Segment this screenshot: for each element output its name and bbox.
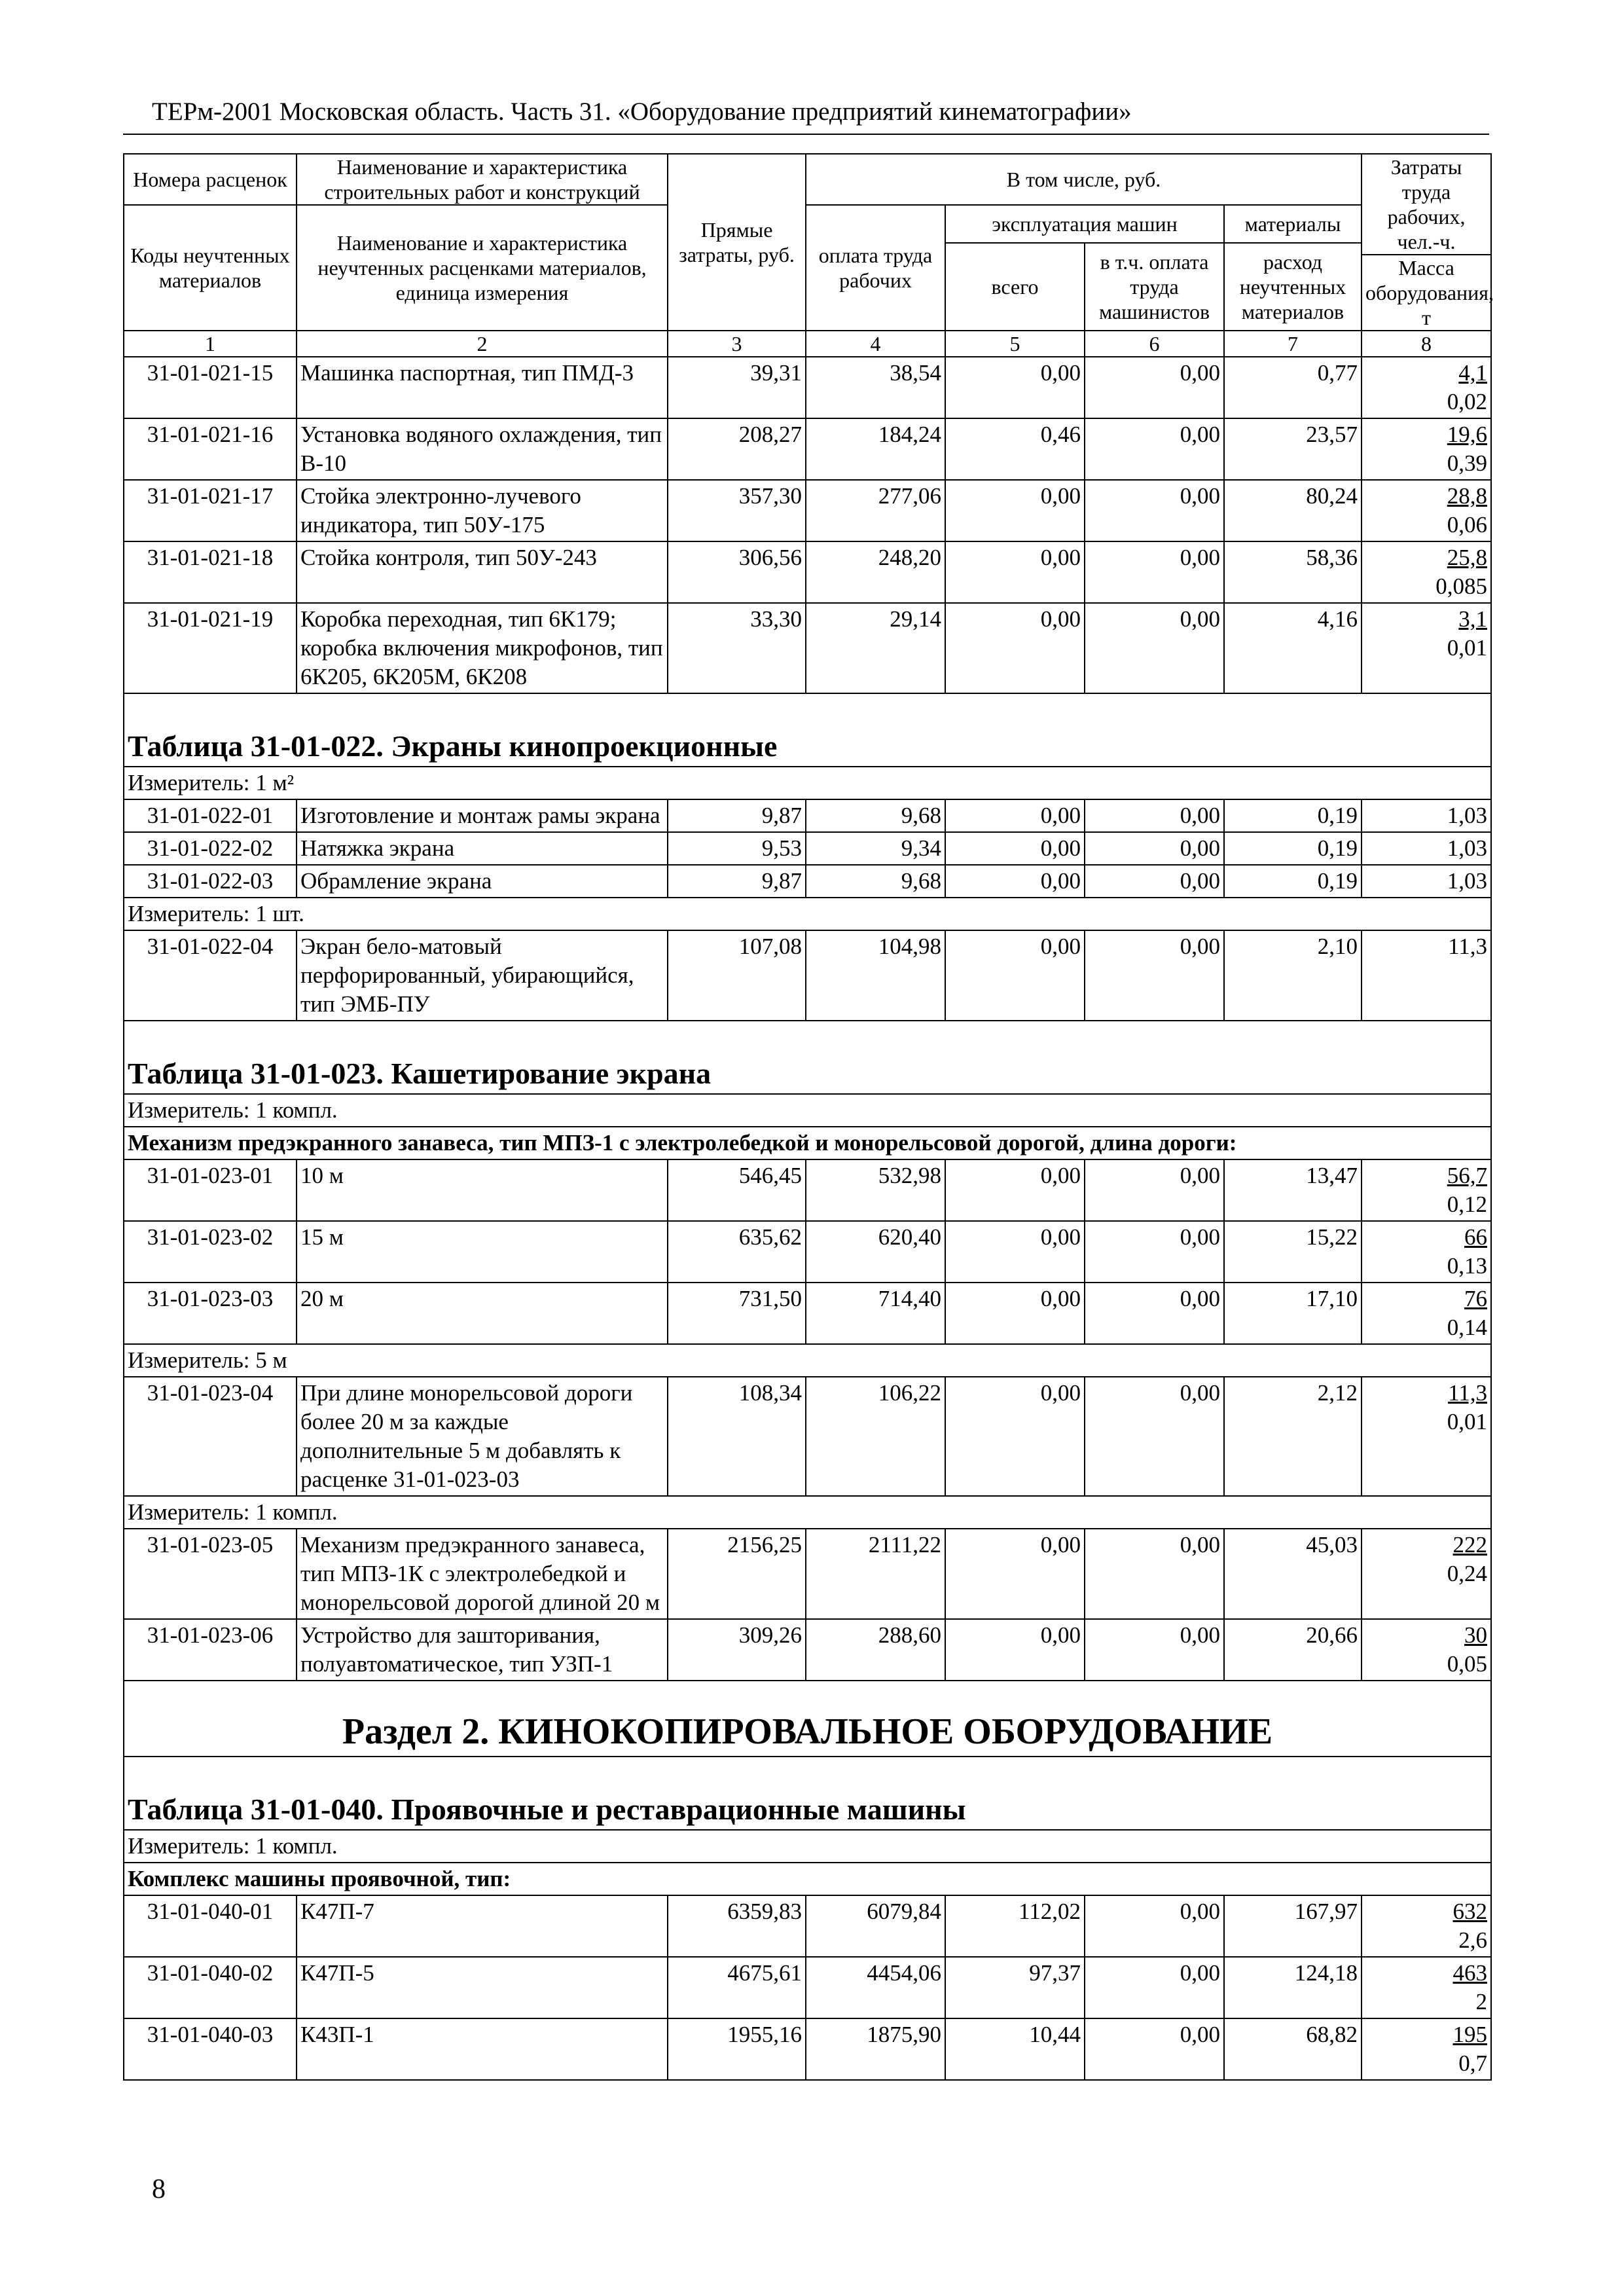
materials-cost: 58,36: [1224, 541, 1362, 603]
labor-hours: 56,7: [1447, 1163, 1488, 1188]
group-row: [124, 1127, 1491, 1159]
direct-costs: 357,30: [668, 480, 806, 541]
column-number: 7: [1224, 331, 1362, 357]
worker-pay: 29,14: [806, 603, 945, 693]
labor-hours: 28,8: [1447, 483, 1488, 509]
table-title-cell: [124, 1757, 1491, 1830]
labor-hours: 463: [1453, 1960, 1488, 1986]
measure-unit: Измеритель: 5 м: [124, 1344, 1491, 1377]
table-row: [124, 418, 1491, 480]
labor-hours: 195: [1453, 2022, 1488, 2047]
worker-pay: 6079,84: [806, 1895, 945, 1957]
equipment-mass: 0,7: [1458, 2050, 1488, 2076]
equipment-mass: 0,02: [1447, 389, 1488, 414]
equipment-mass: 0,12: [1447, 1192, 1488, 1217]
rate-name: Коробка переходная, тип 6К179; коробка включения микрофонов, тип 6К205, 6К205М, 6К208: [297, 603, 668, 693]
equipment-mass: 0,05: [1447, 1651, 1488, 1677]
equipment-mass: 2: [1475, 1989, 1488, 2014]
labor-mass-cell: [1362, 1377, 1491, 1496]
measure-unit: Измеритель: 1 компл.: [124, 1094, 1491, 1127]
materials-cost: 80,24: [1224, 480, 1362, 541]
section-title: Раздел 2. КИНОКОПИРОВАЛЬНОЕ ОБОРУДОВАНИЕ: [342, 1711, 1273, 1752]
header-row: [124, 205, 1491, 243]
equipment-mass: 0,085: [1435, 574, 1488, 599]
direct-costs: 39,31: [668, 357, 806, 418]
machinist-pay: 0,00: [1085, 418, 1224, 480]
table-title-row: [124, 693, 1491, 767]
equipment-mass: 0,39: [1447, 450, 1488, 476]
rate-code: 31-01-021-15: [124, 357, 297, 418]
col-material-usage-header: расход неучтенных материалов: [1224, 243, 1362, 331]
machines-total: 0,00: [945, 1283, 1085, 1344]
labor-hours: 76: [1464, 1286, 1488, 1311]
materials-cost: 17,10: [1224, 1283, 1362, 1344]
machinist-pay: 0,00: [1085, 832, 1224, 865]
labor-hours: 222: [1453, 1532, 1488, 1558]
measure-unit: Измеритель: 1 шт.: [124, 898, 1491, 930]
measure-row: [124, 767, 1491, 799]
measure-unit: Измеритель: 1 компл.: [124, 1830, 1491, 1863]
worker-pay: 9,68: [806, 799, 945, 832]
direct-costs: 9,53: [668, 832, 806, 865]
rate-name: К47П-7: [297, 1895, 668, 1957]
machinist-pay: 0,00: [1085, 1957, 1224, 2018]
materials-cost: 2,10: [1224, 930, 1362, 1021]
machines-total: 0,00: [945, 1377, 1085, 1496]
measure-row: [124, 1830, 1491, 1863]
worker-pay: 9,68: [806, 865, 945, 898]
worker-pay: 184,24: [806, 418, 945, 480]
labor-mass-cell: [1362, 2018, 1491, 2080]
table-title-row: [124, 1757, 1491, 1830]
rate-code: 31-01-022-04: [124, 930, 297, 1021]
direct-costs: 309,26: [668, 1619, 806, 1681]
materials-cost: 20,66: [1224, 1619, 1362, 1681]
measure-unit: Измеритель: 1 компл.: [124, 1496, 1491, 1529]
labor-mass-cell: [1362, 541, 1491, 603]
rate-code: 31-01-040-01: [124, 1895, 297, 1957]
machines-total: 0,00: [945, 865, 1085, 898]
machinist-pay: 0,00: [1085, 1377, 1224, 1496]
labor-hours: 30: [1464, 1622, 1488, 1648]
direct-costs: 9,87: [668, 865, 806, 898]
table-row: [124, 1283, 1491, 1344]
table-row: [124, 2018, 1491, 2080]
rate-code: 31-01-040-02: [124, 1957, 297, 2018]
materials-cost: 68,82: [1224, 2018, 1362, 2080]
table-row: [124, 1377, 1491, 1496]
rate-code: 31-01-023-05: [124, 1529, 297, 1619]
labor-mass-cell: [1362, 418, 1491, 480]
table-title: Таблица 31-01-023. Кашетирование экрана: [128, 1057, 712, 1090]
column-numbers-row: [124, 331, 1491, 357]
rate-code: 31-01-021-18: [124, 541, 297, 603]
rate-name: 15 м: [297, 1221, 668, 1283]
table-row: [124, 1957, 1491, 2018]
rates-table: [123, 153, 1492, 2081]
rate-code: 31-01-023-02: [124, 1221, 297, 1283]
direct-costs: 731,50: [668, 1283, 806, 1344]
worker-pay: 620,40: [806, 1221, 945, 1283]
column-number: 4: [806, 331, 945, 357]
labor-hours: 11,3: [1362, 930, 1491, 1021]
col-material-codes-header: Коды неучтенных материалов: [124, 205, 297, 331]
table-row: [124, 1619, 1491, 1681]
table-title-cell: [124, 1021, 1491, 1094]
machines-total: 97,37: [945, 1957, 1085, 2018]
table-row: [124, 832, 1491, 865]
machinist-pay: 0,00: [1085, 1619, 1224, 1681]
rate-name: Механизм предэкранного занавеса, тип МПЗ-1К с электролебедкой и монорельсовой дорогой длиной 20 м: [297, 1529, 668, 1619]
labor-mass-cell: [1362, 1283, 1491, 1344]
machinist-pay: 0,00: [1085, 541, 1224, 603]
machinist-pay: 0,00: [1085, 930, 1224, 1021]
labor-mass-cell: [1362, 480, 1491, 541]
labor-mass-cell: [1362, 1895, 1491, 1957]
table-title-cell: [124, 693, 1491, 767]
machinist-pay: 0,00: [1085, 1529, 1224, 1619]
rate-code: 31-01-040-03: [124, 2018, 297, 2080]
machines-total: 0,00: [945, 832, 1085, 865]
table-title: Таблица 31-01-040. Проявочные и реставрационные машины: [128, 1793, 966, 1826]
direct-costs: 635,62: [668, 1221, 806, 1283]
direct-costs: 546,45: [668, 1159, 806, 1221]
col-machines-total-header: всего: [945, 243, 1085, 331]
col-mass-header: Масса оборудования, т: [1362, 255, 1491, 331]
table-row: [124, 541, 1491, 603]
rate-code: 31-01-023-04: [124, 1377, 297, 1496]
labor-hours: 1,03: [1362, 832, 1491, 865]
rate-code: 31-01-022-01: [124, 799, 297, 832]
measure-row: [124, 1344, 1491, 1377]
machinist-pay: 0,00: [1085, 799, 1224, 832]
direct-costs: 4675,61: [668, 1957, 806, 2018]
rate-name: Стойка электронно-лучевого индикатора, тип 50У-175: [297, 480, 668, 541]
col-worker-pay-header: оплата труда рабочих: [806, 205, 945, 331]
materials-cost: 13,47: [1224, 1159, 1362, 1221]
rate-name: 20 м: [297, 1283, 668, 1344]
materials-cost: 0,19: [1224, 799, 1362, 832]
machinist-pay: 0,00: [1085, 603, 1224, 693]
labor-hours: 66: [1464, 1224, 1488, 1250]
machines-total: 0,00: [945, 1159, 1085, 1221]
labor-hours: 632: [1453, 1899, 1488, 1924]
machinist-pay: 0,00: [1085, 1283, 1224, 1344]
rate-name: Устройство для зашторивания, полуавтоматическое, тип УЗП-1: [297, 1619, 668, 1681]
header-rule: [123, 134, 1489, 135]
table-row: [124, 1529, 1491, 1619]
direct-costs: 2156,25: [668, 1529, 806, 1619]
materials-cost: 0,77: [1224, 357, 1362, 418]
materials-cost: 2,12: [1224, 1377, 1362, 1496]
machines-total: 0,00: [945, 603, 1085, 693]
rate-code: 31-01-021-16: [124, 418, 297, 480]
group-heading: Механизм предэкранного занавеса, тип МПЗ-1 с электролебедкой и монорельсовой дорогой, длина дороги:: [124, 1127, 1491, 1159]
machines-total: 0,00: [945, 799, 1085, 832]
equipment-mass: 0,01: [1447, 635, 1488, 661]
measure-row: [124, 1496, 1491, 1529]
worker-pay: 104,98: [806, 930, 945, 1021]
materials-cost: 15,22: [1224, 1221, 1362, 1283]
column-number: 3: [668, 331, 806, 357]
table-row: [124, 930, 1491, 1021]
direct-costs: 33,30: [668, 603, 806, 693]
rate-code: 31-01-023-06: [124, 1619, 297, 1681]
labor-hours: 11,3: [1448, 1380, 1488, 1406]
col-machines-header: эксплуатация машин: [945, 205, 1224, 243]
machinist-pay: 0,00: [1085, 480, 1224, 541]
rate-name: К43П-1: [297, 2018, 668, 2080]
worker-pay: 106,22: [806, 1377, 945, 1496]
table-row: [124, 480, 1491, 541]
labor-hours: 4,1: [1458, 360, 1488, 386]
labor-mass-cell: [1362, 1957, 1491, 2018]
machinist-pay: 0,00: [1085, 357, 1224, 418]
header-row: [124, 154, 1491, 205]
rate-name: Изготовление и монтаж рамы экрана: [297, 799, 668, 832]
page-number: 8: [152, 2174, 166, 2204]
rate-code: 31-01-023-03: [124, 1283, 297, 1344]
col-material-name-header: Наименование и характеристика неучтенных расценками материалов, единица измерения: [297, 205, 668, 331]
table-row: [124, 799, 1491, 832]
table-row: [124, 603, 1491, 693]
worker-pay: 248,20: [806, 541, 945, 603]
machines-total: 0,00: [945, 1619, 1085, 1681]
machinist-pay: 0,00: [1085, 1895, 1224, 1957]
measure-row: [124, 1094, 1491, 1127]
worker-pay: 532,98: [806, 1159, 945, 1221]
worker-pay: 714,40: [806, 1283, 945, 1344]
labor-mass-cell: [1362, 1619, 1491, 1681]
machines-total: 0,00: [945, 1221, 1085, 1283]
direct-costs: 306,56: [668, 541, 806, 603]
col-machinist-pay-header: в т.ч. оплата труда машинистов: [1085, 243, 1224, 331]
rate-code: 31-01-021-19: [124, 603, 297, 693]
measure-unit: Измеритель: 1 м²: [124, 767, 1491, 799]
worker-pay: 9,34: [806, 832, 945, 865]
column-number: 2: [297, 331, 668, 357]
machinist-pay: 0,00: [1085, 2018, 1224, 2080]
table-row: [124, 1221, 1491, 1283]
rate-name: При длине монорельсовой дороги более 20 м за каждые дополнительные 5 м добавлять к расценке 31-01-023-03: [297, 1377, 668, 1496]
machinist-pay: 0,00: [1085, 865, 1224, 898]
machines-total: 112,02: [945, 1895, 1085, 1957]
labor-mass-cell: [1362, 1221, 1491, 1283]
direct-costs: 9,87: [668, 799, 806, 832]
table-row: [124, 865, 1491, 898]
worker-pay: 38,54: [806, 357, 945, 418]
labor-hours: 19,6: [1447, 422, 1488, 447]
measure-row: [124, 898, 1491, 930]
direct-costs: 107,08: [668, 930, 806, 1021]
rate-code: 31-01-022-03: [124, 865, 297, 898]
table-row: [124, 1895, 1491, 1957]
direct-costs: 6359,83: [668, 1895, 806, 1957]
labor-mass-cell: [1362, 357, 1491, 418]
col-direct-costs-header: Прямые затраты, руб.: [668, 154, 806, 331]
col-labor-hours-header: Затраты труда рабочих, чел.-ч.: [1362, 154, 1491, 255]
machines-total: 0,00: [945, 1529, 1085, 1619]
column-number: 6: [1085, 331, 1224, 357]
machinist-pay: 0,00: [1085, 1221, 1224, 1283]
direct-costs: 108,34: [668, 1377, 806, 1496]
materials-cost: 124,18: [1224, 1957, 1362, 2018]
machines-total: 0,46: [945, 418, 1085, 480]
rate-name: Экран бело-матовый перфорированный, убирающийся, тип ЭМБ-ПУ: [297, 930, 668, 1021]
rate-name: Стойка контроля, тип 50У-243: [297, 541, 668, 603]
worker-pay: 1875,90: [806, 2018, 945, 2080]
worker-pay: 277,06: [806, 480, 945, 541]
table-row: [124, 357, 1491, 418]
materials-cost: 0,19: [1224, 865, 1362, 898]
direct-costs: 1955,16: [668, 2018, 806, 2080]
rate-code: 31-01-022-02: [124, 832, 297, 865]
labor-mass-cell: [1362, 603, 1491, 693]
table-title-row: [124, 1021, 1491, 1094]
materials-cost: 4,16: [1224, 603, 1362, 693]
machines-total: 10,44: [945, 2018, 1085, 2080]
group-heading: Комплекс машины проявочной, тип:: [124, 1863, 1491, 1895]
equipment-mass: 0,24: [1447, 1561, 1488, 1586]
machines-total: 0,00: [945, 480, 1085, 541]
materials-cost: 45,03: [1224, 1529, 1362, 1619]
direct-costs: 208,27: [668, 418, 806, 480]
materials-cost: 23,57: [1224, 418, 1362, 480]
column-number: 5: [945, 331, 1085, 357]
rate-name: Машинка паспортная, тип ПМД-3: [297, 357, 668, 418]
column-number: 8: [1362, 331, 1491, 357]
labor-hours: 1,03: [1362, 865, 1491, 898]
col-work-name-header: Наименование и характеристика строительных работ и конструкций: [297, 154, 668, 205]
col-rate-number-header: Номера расценок: [124, 154, 297, 205]
rate-code: 31-01-021-17: [124, 480, 297, 541]
labor-mass-cell: [1362, 1159, 1491, 1221]
labor-hours: 3,1: [1458, 606, 1488, 632]
rate-name: Установка водяного охлаждения, тип В-10: [297, 418, 668, 480]
worker-pay: 2111,22: [806, 1529, 945, 1619]
section-title-row: [124, 1681, 1491, 1757]
rate-name: К47П-5: [297, 1957, 668, 2018]
rate-code: 31-01-023-01: [124, 1159, 297, 1221]
materials-cost: 0,19: [1224, 832, 1362, 865]
rate-name: Обрамление экрана: [297, 865, 668, 898]
col-including-header: В том числе, руб.: [806, 154, 1362, 205]
equipment-mass: 0,06: [1447, 512, 1488, 538]
table-row: [124, 1159, 1491, 1221]
labor-hours: 1,03: [1362, 799, 1491, 832]
table-title: Таблица 31-01-022. Экраны кинопроекционные: [128, 729, 778, 763]
labor-hours: 25,8: [1447, 545, 1488, 570]
equipment-mass: 2,6: [1458, 1927, 1488, 1953]
col-materials-header: материалы: [1224, 205, 1362, 243]
section-title-cell: [124, 1681, 1491, 1757]
labor-mass-cell: [1362, 1529, 1491, 1619]
equipment-mass: 0,13: [1447, 1253, 1488, 1279]
column-number: 1: [124, 331, 297, 357]
machines-total: 0,00: [945, 541, 1085, 603]
rate-name: 10 м: [297, 1159, 668, 1221]
machinist-pay: 0,00: [1085, 1159, 1224, 1221]
rate-name: Натяжка экрана: [297, 832, 668, 865]
materials-cost: 167,97: [1224, 1895, 1362, 1957]
worker-pay: 4454,06: [806, 1957, 945, 2018]
machines-total: 0,00: [945, 930, 1085, 1021]
worker-pay: 288,60: [806, 1619, 945, 1681]
group-row: [124, 1863, 1491, 1895]
machines-total: 0,00: [945, 357, 1085, 418]
equipment-mass: 0,14: [1447, 1315, 1488, 1340]
equipment-mass: 0,01: [1447, 1409, 1488, 1434]
running-header: ТЕРм-2001 Московская область. Часть 31. «Оборудование предприятий кинематографии»: [152, 98, 1132, 126]
